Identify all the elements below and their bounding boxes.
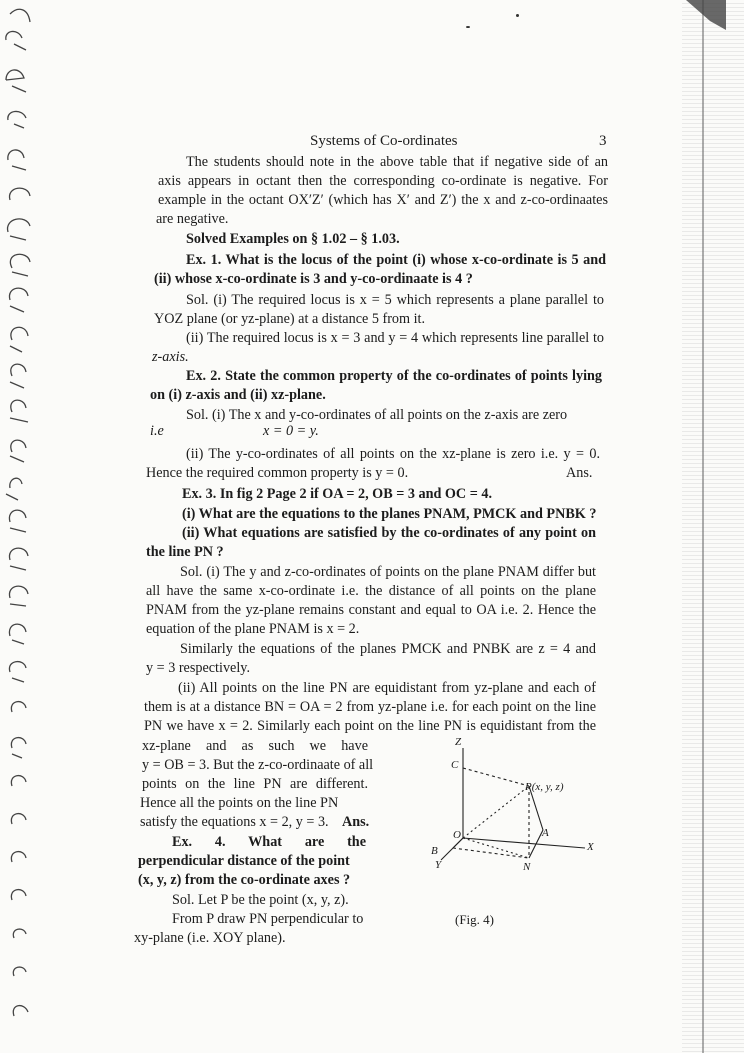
ring-23 bbox=[11, 814, 26, 824]
body-line: equation of the plane PNAM is x = 2. bbox=[146, 621, 360, 637]
ring-15 bbox=[9, 510, 26, 532]
label-c: C bbox=[451, 759, 459, 771]
ring-6 bbox=[10, 188, 30, 200]
body-line: Similarly the equations of the planes PMCK and PNBK are z = 4 and bbox=[180, 641, 596, 657]
page-number: 3 bbox=[599, 133, 607, 149]
ring-27 bbox=[13, 967, 26, 976]
body-line: them is at a distance BN = OA = 2 from yz-plane i.e. for each point on the line bbox=[144, 699, 596, 715]
answer-label: Ans. bbox=[342, 814, 370, 830]
ring-9 bbox=[9, 288, 28, 312]
ring-11 bbox=[10, 364, 26, 388]
ring-21 bbox=[11, 738, 26, 758]
segment-cp bbox=[463, 768, 529, 786]
ring-18 bbox=[9, 624, 26, 644]
ring-5 bbox=[8, 150, 26, 170]
equation-line: x = 0 = y. bbox=[263, 423, 319, 439]
body-line: y = 3 respectively. bbox=[146, 660, 250, 676]
body-line: xy-plane (i.e. XOY plane). bbox=[134, 930, 286, 946]
ring-10 bbox=[10, 327, 28, 352]
body-line: (ii) The required locus is x = 3 and y = 4 which represents line parallel to bbox=[186, 330, 604, 346]
label-x: X bbox=[587, 841, 594, 853]
label-o: O bbox=[453, 829, 461, 841]
body-line: are negative. bbox=[156, 211, 229, 227]
ring-16 bbox=[9, 548, 28, 570]
spine-shadow bbox=[682, 0, 744, 1053]
example-line: (x, y, z) from the co-ordinate axes ? bbox=[138, 872, 351, 888]
spine-edge bbox=[702, 0, 704, 1053]
answer-label: Ans. bbox=[566, 465, 593, 481]
ring-13 bbox=[10, 440, 26, 462]
ring-1 bbox=[10, 9, 30, 22]
body-line: Sol. (i) The x and y-co-ordinates of all points on the z-axis are zero bbox=[186, 407, 568, 423]
body-line: (ii) All points on the line PN are equidistant from yz-plane and each of bbox=[178, 680, 596, 696]
ring-22 bbox=[11, 776, 26, 786]
body-line: axis appears in octant then the corresponding co-ordinate is negative. For bbox=[158, 173, 608, 189]
body-line: xz-plane and as such we have bbox=[142, 738, 368, 754]
body-line: PNAM from the yz-plane remains constant and equal to OA i.e. 2. Hence the bbox=[146, 602, 596, 618]
body-line: The students should note in the above table that if negative side of an bbox=[186, 154, 608, 170]
segment-op bbox=[463, 786, 529, 838]
speck bbox=[516, 14, 519, 17]
body-line: z-axis. bbox=[152, 349, 189, 365]
ring-17 bbox=[9, 586, 28, 606]
example-line: (i) What are the equations to the planes PNAM, PMCK and PNBK ? bbox=[182, 506, 597, 522]
x-axis bbox=[463, 838, 585, 848]
figure-4-diagram bbox=[425, 730, 610, 870]
ring-4 bbox=[8, 111, 26, 128]
body-line: y = OB = 3. But the z-co-ordinaate of all bbox=[142, 757, 374, 773]
ring-3 bbox=[6, 70, 26, 92]
example-line: perpendicular distance of the point bbox=[138, 853, 350, 869]
body-line: Hence the required common property is y = 0. bbox=[146, 465, 409, 481]
ring-2 bbox=[6, 31, 26, 50]
ring-8 bbox=[10, 254, 30, 276]
binder-rings bbox=[0, 0, 50, 1053]
example-line: on (i) z-axis and (ii) xz-plane. bbox=[150, 387, 326, 403]
label-y: Y bbox=[435, 859, 442, 870]
example-line: Ex. 3. In fig 2 Page 2 if OA = 2, OB = 3 and OC = 4. bbox=[182, 486, 492, 502]
ring-19 bbox=[9, 662, 26, 682]
segment-bn bbox=[453, 848, 529, 858]
body-line: PN we have x = 2. Similarly each point on the line PN is equidistant from the bbox=[144, 718, 596, 734]
ring-25 bbox=[11, 890, 26, 900]
example-line: Ex. 4. What are the bbox=[172, 834, 366, 850]
ring-26 bbox=[13, 929, 26, 938]
ring-24 bbox=[11, 852, 26, 862]
body-line: Sol. Let P be the point (x, y, z). bbox=[172, 892, 349, 908]
label-a: A bbox=[542, 827, 549, 839]
example-line: (ii) What equations are satisfied by the co-ordinates of any point on bbox=[182, 525, 596, 541]
body-line: From P draw PN perpendicular to bbox=[172, 911, 364, 927]
speck bbox=[466, 26, 470, 28]
body-line: satisfy the equations x = 2, y = 3. bbox=[140, 814, 329, 830]
ring-7 bbox=[8, 219, 30, 240]
ring-12 bbox=[10, 400, 28, 422]
ring-20 bbox=[11, 702, 26, 712]
body-line: Sol. (i) The required locus is x = 5 which represents a plane parallel to bbox=[186, 292, 604, 308]
label-n: N bbox=[523, 861, 531, 870]
body-line: all have the same x-co-ordinate i.e. the distance of all points on the plane bbox=[146, 583, 596, 599]
body-line: YOZ plane (or yz-plane) at a distance 5 from it. bbox=[154, 311, 426, 327]
example-line: the line PN ? bbox=[146, 544, 224, 560]
example-line: (ii) whose x-co-ordinate is 3 and y-co-ordinaate is 4 ? bbox=[154, 271, 473, 287]
body-line: (ii) The y-co-ordinates of all points on the xz-plane is zero i.e. y = 0. bbox=[186, 446, 600, 462]
running-head: Systems of Co-ordinates bbox=[310, 133, 458, 149]
body-line: points on the line PN are different. bbox=[142, 776, 368, 792]
ring-28 bbox=[13, 1006, 28, 1016]
figure-caption: (Fig. 4) bbox=[455, 912, 494, 927]
body-line: Hence all the points on the line PN bbox=[140, 795, 339, 811]
example-line: Ex. 1. What is the locus of the point (i) whose x-co-ordinate is 5 and bbox=[186, 252, 606, 268]
label-p: P(x, y, z) bbox=[525, 781, 564, 793]
label-z: Z bbox=[455, 736, 462, 748]
body-line: example in the octant OX′Z′ (which has X′ and Z′) the x and z-co-ordinaates bbox=[158, 192, 608, 208]
section-heading: Solved Examples on § 1.02 – § 1.03. bbox=[186, 231, 400, 247]
ring-14 bbox=[6, 478, 22, 500]
body-line: i.e bbox=[150, 423, 164, 439]
example-line: Ex. 2. State the common property of the co-ordinates of points lying bbox=[186, 368, 602, 384]
body-line: Sol. (i) The y and z-co-ordinates of points on the plane PNAM differ but bbox=[180, 564, 596, 580]
label-b: B bbox=[431, 845, 438, 857]
